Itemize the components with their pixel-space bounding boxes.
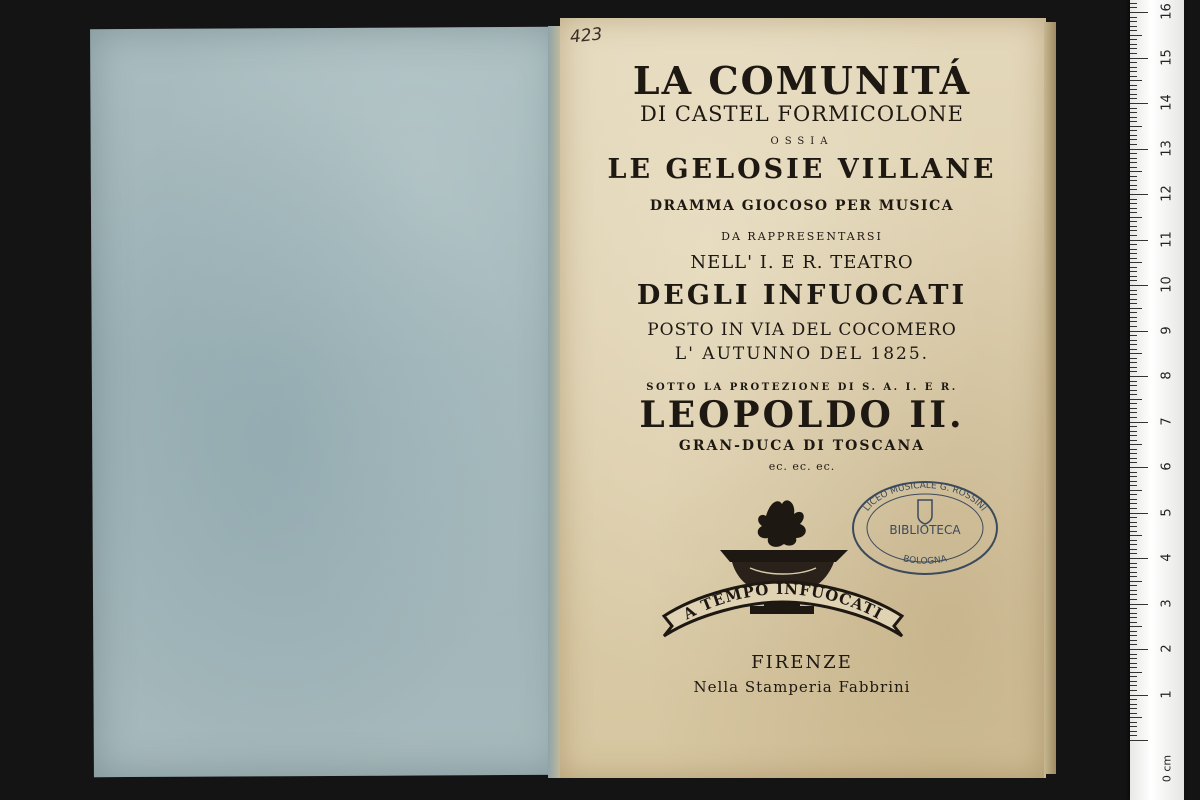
ruler-tick xyxy=(1130,381,1137,382)
ruler-tick xyxy=(1130,153,1137,154)
ruler-tick xyxy=(1130,567,1137,568)
ruler-tick xyxy=(1130,540,1137,541)
ruler-tick xyxy=(1130,704,1137,705)
ruler-tick xyxy=(1130,258,1137,259)
ruler-tick xyxy=(1130,531,1137,532)
ruler-tick xyxy=(1130,599,1137,600)
ruler-tick xyxy=(1130,362,1137,363)
ruler-tick xyxy=(1130,635,1137,636)
ruler-tick xyxy=(1130,112,1137,113)
ruler-tick xyxy=(1130,608,1137,609)
ruler-tick xyxy=(1130,444,1142,445)
ruler-tick xyxy=(1130,285,1148,286)
theatre-location-line: POSTO IN VIA DEL COCOMERO xyxy=(647,320,957,340)
imprint-city: FIRENZE xyxy=(751,652,853,673)
ruler-tick xyxy=(1130,162,1137,163)
ruler-tick xyxy=(1130,740,1148,741)
ruler-tick xyxy=(1130,167,1137,168)
title-page xyxy=(560,18,1044,778)
ruler-tick xyxy=(1130,335,1137,336)
ruler-tick xyxy=(1130,30,1137,31)
ruler-number: 10 xyxy=(1159,276,1175,293)
ruler-tick xyxy=(1130,317,1137,318)
blue-paper-cover xyxy=(90,27,564,777)
ruler-tick xyxy=(1130,71,1137,72)
ruler-tick xyxy=(1130,722,1137,723)
ruler-tick xyxy=(1130,708,1137,709)
ruler-tick xyxy=(1130,185,1137,186)
svg-text:LICEO MUSICALE G. ROSSINI xyxy=(862,481,988,513)
ruler-tick xyxy=(1130,576,1137,577)
ruler-tick xyxy=(1130,290,1137,291)
ruler-tick xyxy=(1130,590,1137,591)
ruler-tick xyxy=(1130,449,1137,450)
ruler-tick xyxy=(1130,3,1137,4)
ruler-number: 15 xyxy=(1159,48,1175,66)
ruler-tick xyxy=(1130,412,1137,413)
ruler-tick xyxy=(1130,458,1137,459)
ruler-tick xyxy=(1130,226,1137,227)
ruler-tick xyxy=(1130,271,1137,272)
ruler-tick xyxy=(1130,549,1137,550)
ruler-tick xyxy=(1130,217,1142,218)
ruler-tick xyxy=(1130,39,1137,40)
ruler-tick xyxy=(1130,672,1142,673)
ruler-tick xyxy=(1130,490,1142,491)
ruler-tick xyxy=(1130,80,1142,81)
ruler-tick xyxy=(1130,485,1137,486)
theatre-prefix-line: NELL' I. E R. TEATRO xyxy=(690,252,914,273)
ruler-tick xyxy=(1130,203,1137,204)
ruler-tick xyxy=(1130,713,1137,714)
ruler-tick xyxy=(1130,717,1142,718)
performance-line: DA RAPPRESENTARSI xyxy=(721,230,883,243)
ruler-tick xyxy=(1130,553,1137,554)
ruler-tick xyxy=(1130,681,1137,682)
ruler-tick xyxy=(1130,35,1142,36)
ruler-tick xyxy=(1130,144,1137,145)
ruler-tick xyxy=(1130,89,1137,90)
ruler-tick xyxy=(1130,726,1137,727)
ruler-tick xyxy=(1130,212,1137,213)
ruler-tick xyxy=(1130,94,1137,95)
ruler-tick xyxy=(1130,585,1137,586)
ruler-tick xyxy=(1130,581,1142,582)
ruler-tick xyxy=(1130,517,1137,518)
ruler-tick xyxy=(1130,431,1137,432)
ruler-number: 12 xyxy=(1159,185,1175,202)
patronage-line: SOTTO LA PROTEZIONE DI S. A. I. E R. xyxy=(646,382,958,393)
ruler-number: 11 xyxy=(1159,230,1175,248)
ruler-tick xyxy=(1130,663,1137,664)
ruler-tick xyxy=(1130,344,1137,345)
ruler-tick xyxy=(1130,26,1137,27)
ruler-tick xyxy=(1130,180,1137,181)
ruler-tick xyxy=(1130,385,1137,386)
ruler-tick xyxy=(1130,53,1137,54)
ruler-tick xyxy=(1130,408,1137,409)
ruler-number: 4 xyxy=(1159,553,1175,562)
ruler-tick xyxy=(1130,189,1137,190)
ruler-tick xyxy=(1130,308,1142,309)
ruler-tick xyxy=(1130,208,1137,209)
ruler-tick xyxy=(1130,158,1137,159)
ruler-tick xyxy=(1130,121,1137,122)
ruler-tick xyxy=(1130,349,1137,350)
ruler-number: 6 xyxy=(1159,462,1175,471)
etc-line: ec. ec. ec. xyxy=(768,460,836,473)
ruler-tick xyxy=(1130,513,1148,514)
ruler-tick xyxy=(1130,326,1137,327)
ruler-tick xyxy=(1130,472,1137,473)
ruler-tick xyxy=(1130,399,1142,400)
ruler-tick xyxy=(1130,126,1142,127)
season-line: L' AUTUNNO DEL 1825. xyxy=(674,344,930,364)
ruler-tick xyxy=(1130,494,1137,495)
ruler-number: 16 xyxy=(1159,3,1175,20)
ruler-tick xyxy=(1130,731,1137,732)
ruler-tick xyxy=(1130,422,1148,423)
ruler-tick xyxy=(1130,435,1137,436)
ruler-tick xyxy=(1130,526,1137,527)
ruler-number: 9 xyxy=(1159,325,1175,335)
ruler-tick xyxy=(1130,390,1137,391)
ruler-tick xyxy=(1130,85,1137,86)
ruler-tick xyxy=(1130,367,1137,368)
ruler-number: 13 xyxy=(1159,139,1175,157)
ruler-tick xyxy=(1130,262,1142,263)
ruler-tick xyxy=(1130,171,1142,172)
ruler-tick xyxy=(1130,267,1137,268)
ruler-tick xyxy=(1130,48,1137,49)
ruler-tick xyxy=(1130,563,1137,564)
ruler-tick xyxy=(1130,280,1137,281)
ruler-number: 2 xyxy=(1159,644,1175,653)
ruler-tick xyxy=(1130,676,1137,677)
svg-text:BOLOGNA xyxy=(902,554,949,567)
ruler-tick xyxy=(1130,594,1137,595)
ruler-tick xyxy=(1130,394,1137,395)
library-stamp xyxy=(850,478,1000,578)
ruler-number: 14 xyxy=(1159,94,1175,111)
ruler-number: 3 xyxy=(1159,598,1175,608)
ruler-tick xyxy=(1130,690,1137,691)
ruler-tick xyxy=(1130,230,1137,231)
ruler-tick xyxy=(1130,58,1148,59)
ruler-tick xyxy=(1130,649,1148,650)
theatre-name-line: DEGLI INFUOCATI xyxy=(636,280,968,311)
patron-name-line: LEOPOLDO II. xyxy=(639,394,965,436)
ruler-number: 8 xyxy=(1159,371,1175,380)
ruler-tick xyxy=(1130,44,1137,45)
title-line-1: LA COMUNITÁ xyxy=(632,58,972,103)
ruler-tick xyxy=(1130,7,1137,8)
ruler-tick xyxy=(1130,376,1148,377)
ruler-tick xyxy=(1130,221,1137,222)
ruler-tick xyxy=(1130,135,1137,136)
ruler-tick xyxy=(1130,353,1142,354)
ruler-tick xyxy=(1130,149,1148,150)
ruler-tick xyxy=(1130,462,1137,463)
ruler-unit-label: 0 cm xyxy=(1160,754,1174,783)
ruler-tick xyxy=(1130,467,1148,468)
ruler-tick xyxy=(1130,503,1137,504)
ruler-tick xyxy=(1130,640,1137,641)
ruler-tick xyxy=(1130,103,1148,104)
stamp-middle-text: BIBLIOTECA xyxy=(889,523,961,537)
ruler-tick xyxy=(1130,695,1148,696)
ruler-tick xyxy=(1130,453,1137,454)
ruler-tick xyxy=(1130,130,1137,131)
genre-line: DRAMMA GIOCOSO PER MUSICA xyxy=(649,198,955,214)
ruler-tick xyxy=(1130,294,1137,295)
manuscript-number: 423 xyxy=(569,24,604,48)
subtitle-line: LE GELOSIE VILLANE xyxy=(607,154,997,185)
ruler-tick xyxy=(1130,572,1137,573)
ruler-tick xyxy=(1130,535,1142,536)
ruler-tick xyxy=(1130,108,1137,109)
ruler-tick xyxy=(1130,654,1137,655)
ruler-tick xyxy=(1130,253,1137,254)
stamp-bottom-text: BOLOGNA xyxy=(902,554,948,567)
imprint-printer: Nella Stamperia Fabbrini xyxy=(693,678,911,696)
ruler-tick xyxy=(1130,194,1148,195)
ruler-tick xyxy=(1130,644,1137,645)
ruler-tick xyxy=(1130,613,1137,614)
ruler-tick xyxy=(1130,685,1137,686)
patron-title-line: GRAN-DUCA DI TOSCANA xyxy=(678,438,926,454)
ruler-tick xyxy=(1130,499,1137,500)
ruler-tick xyxy=(1130,617,1137,618)
ruler-tick xyxy=(1130,558,1148,559)
ruler-tick xyxy=(1130,508,1137,509)
measuring-ruler xyxy=(1130,0,1184,800)
stamp-top-text: LICEO MUSICALE G. ROSSINI xyxy=(862,480,988,514)
ruler-tick xyxy=(1130,62,1137,63)
ruler-tick xyxy=(1130,249,1137,250)
ruler-tick xyxy=(1130,440,1137,441)
ruler-tick xyxy=(1130,240,1148,241)
ruler-tick xyxy=(1130,17,1137,18)
ruler-tick xyxy=(1130,403,1137,404)
ruler-tick xyxy=(1130,604,1148,605)
ruler-tick xyxy=(1130,735,1137,736)
ruler-tick xyxy=(1130,12,1148,13)
ruler-tick xyxy=(1130,199,1137,200)
ruler-tick xyxy=(1130,117,1137,118)
ruler-tick xyxy=(1130,622,1137,623)
ruler-tick xyxy=(1130,21,1137,22)
ruler-tick xyxy=(1130,626,1142,627)
title-line-ossia: OSSIA xyxy=(770,136,834,147)
ruler-tick xyxy=(1130,417,1137,418)
ruler-number: 7 xyxy=(1159,416,1175,426)
ruler-tick xyxy=(1130,276,1137,277)
ruler-tick xyxy=(1130,658,1137,659)
ruler-tick xyxy=(1130,331,1148,332)
ruler-tick xyxy=(1130,476,1137,477)
ruler-tick xyxy=(1130,139,1137,140)
title-line-2: DI CASTEL FORMICOLONE xyxy=(640,102,964,126)
ruler-number: 5 xyxy=(1159,507,1175,517)
ruler-tick xyxy=(1130,235,1137,236)
ruler-tick xyxy=(1130,340,1137,341)
ruler-tick xyxy=(1130,244,1137,245)
ruler-tick xyxy=(1130,98,1137,99)
ruler-tick xyxy=(1130,522,1137,523)
ruler-tick xyxy=(1130,321,1137,322)
ruler-tick xyxy=(1130,299,1137,300)
page-block-edge xyxy=(1044,22,1056,774)
ruler-tick xyxy=(1130,631,1137,632)
ruler-tick xyxy=(1130,176,1137,177)
ruler-tick xyxy=(1130,312,1137,313)
ruler-tick xyxy=(1130,371,1137,372)
ruler-tick xyxy=(1130,481,1137,482)
ruler-tick xyxy=(1130,544,1137,545)
ruler-tick xyxy=(1130,426,1137,427)
ruler-tick xyxy=(1130,667,1137,668)
emblem-motto: A TEMPO INFUOCATI xyxy=(680,579,886,624)
ruler-tick xyxy=(1130,76,1137,77)
ruler-tick xyxy=(1130,699,1137,700)
ruler-number: 1 xyxy=(1159,689,1175,699)
ruler-tick xyxy=(1130,67,1137,68)
ruler-tick xyxy=(1130,358,1137,359)
ruler-tick xyxy=(1130,303,1137,304)
